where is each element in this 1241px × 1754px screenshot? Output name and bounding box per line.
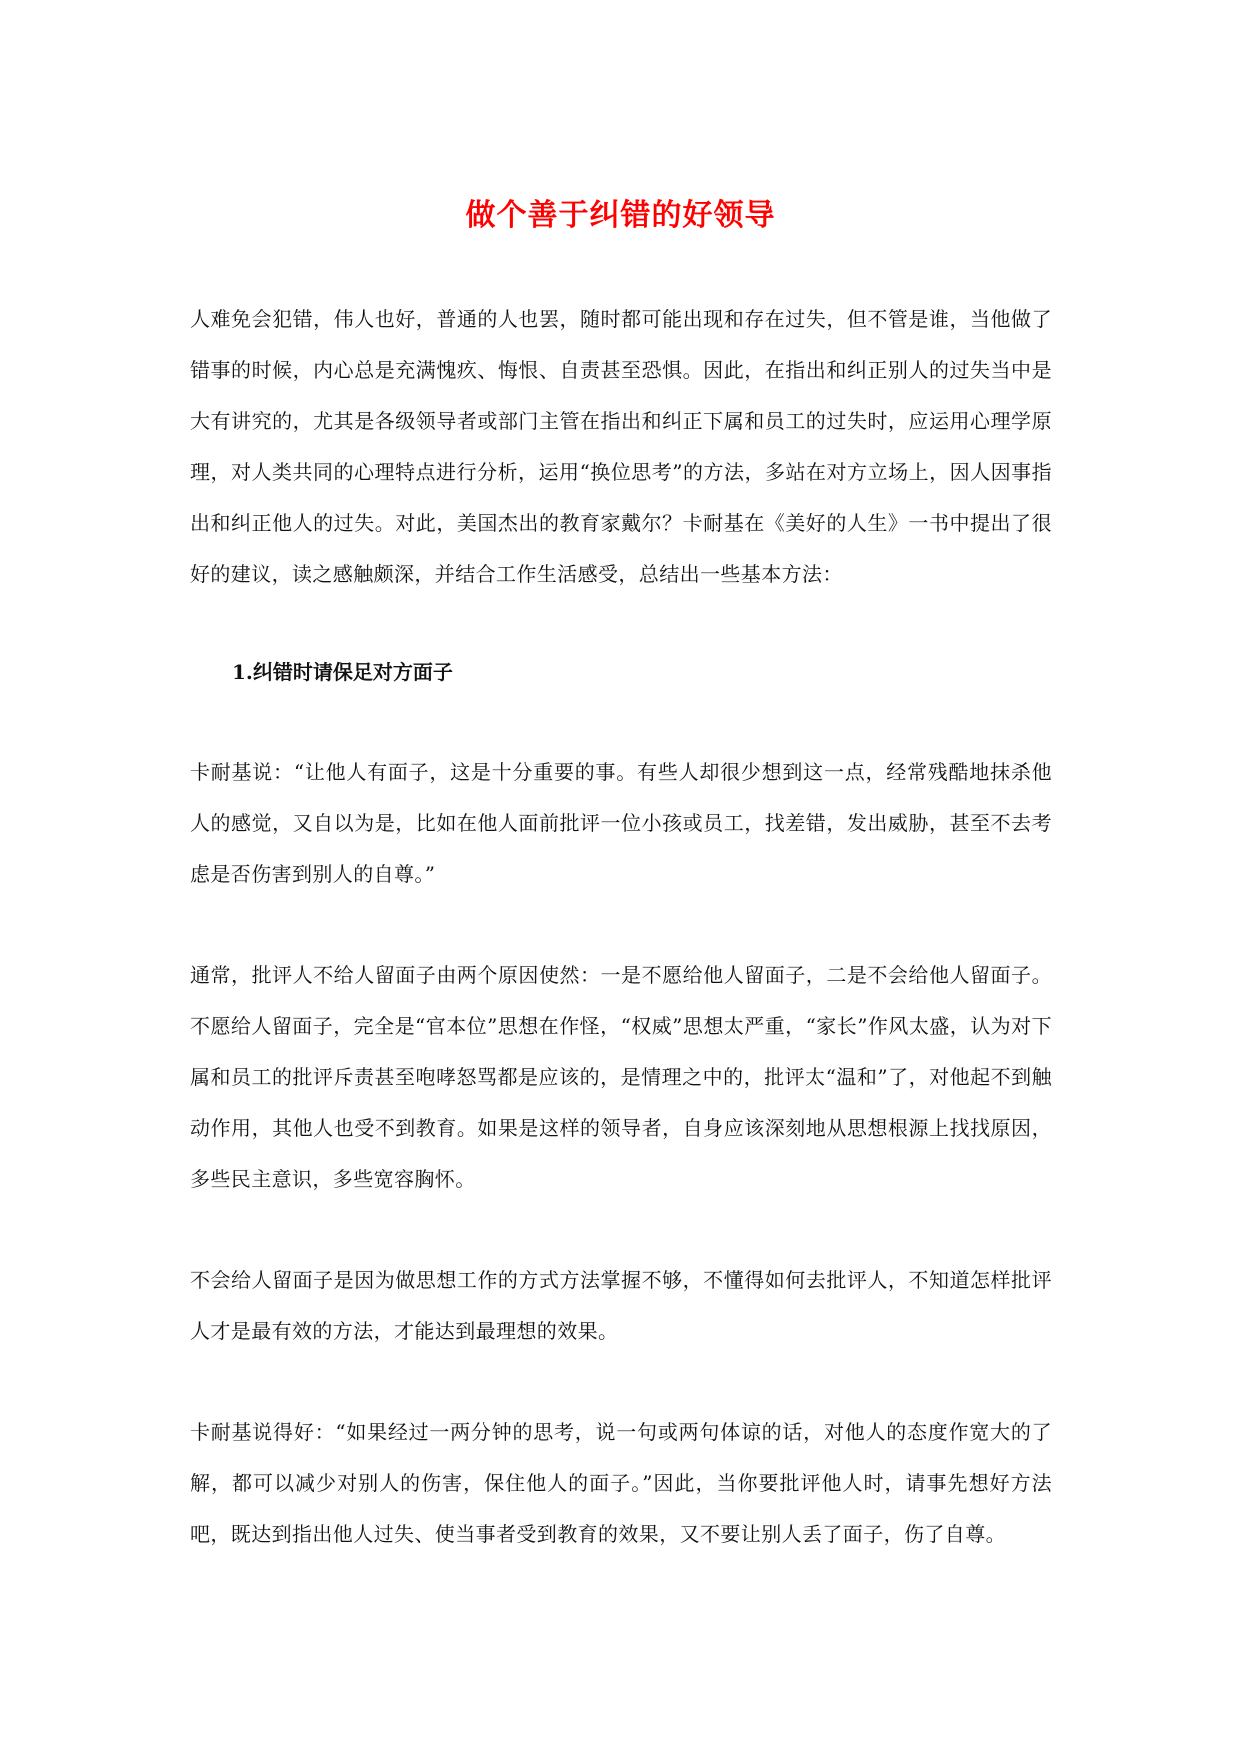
paragraph-method: 不会给人留面子是因为做思想工作的方式方法掌握不够，不懂得如何去批评人，不知道怎样批评人才是最有效的方法，才能达到最理想的效果。: [190, 1268, 1052, 1343]
paragraph-intro: 人难免会犯错，伟人也好，普通的人也罢，随时都可能出现和存在过失，但不管是谁，当他做了错事的时候，内心总是充满愧疚、悔恨、自责甚至恐惧。因此，在指出和纠正别人的过失当中是大有讲究的，尤其是各级领导者或部门主管在指出和纠正下属和员工的过失时，应运用心理学原理，对人类共同的心理特点进行分析，运用“换位思考”的方法，多站在对方立场上，因人因事指出和纠正他人的过失。对此，美国杰出的教育家戴尔？卡耐基在《美好的人生》一书中提出了很好的建议，读之感触颇深，并结合工作生活感受，总结出一些基本方法：: [190, 307, 1052, 586]
paragraph-carnegie-advice: 卡耐基说得好：“如果经过一两分钟的思考，说一句或两句体谅的话，对他人的态度作宽大的了解，都可以减少对别人的伤害，保住他人的面子。”因此，当你要批评他人时，请事先想好方法吧，既达到指出他人过失、使当事者受到教育的效果，又不要让别人丢了面子，伤了自尊。: [190, 1420, 1052, 1546]
paragraph-carnegie-quote: 卡耐基说：“让他人有面子，这是十分重要的事。有些人却很少想到这一点，经常残酷地抹杀他人的感觉，又自以为是，比如在他人面前批评一位小孩或员工，找差错，发出威胁，甚至不去考虑是否伤害到别人的自尊。”: [190, 760, 1052, 886]
document-title: 做个善于纠错的好领导: [465, 198, 776, 234]
paragraph-reasons: 通常，批评人不给人留面子由两个原因使然：一是不愿给他人留面子，二是不会给他人留面子。不愿给人留面子，完全是“官本位”思想在作怪，“权威”思想太严重，“家长”作风太盛，认为对下属和员工的批评斥责甚至咆哮怒骂都是应该的，是情理之中的，批评太“温和”了，对他起不到触动作用，其他人也受不到教育。如果是这样的领导者，自身应该深刻地从思想根源上找找原因，多些民主意识，多些宽容胸怀。: [190, 963, 1052, 1191]
section-heading: 1.纠错时请保足对方面子: [232, 660, 453, 684]
